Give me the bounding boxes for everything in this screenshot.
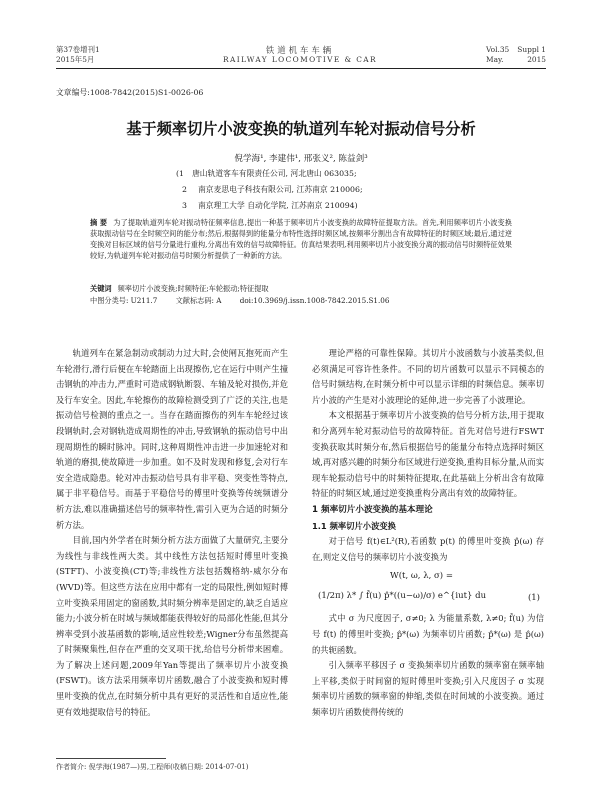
header-year-en: 2015 <box>527 55 546 64</box>
header-divider <box>56 68 546 69</box>
keywords-label: 关键词 <box>90 284 112 293</box>
article-number: 文章编号:1008-7842(2015)S1-0026-06 <box>56 88 204 97</box>
equation-1 <box>312 567 544 609</box>
abstract <box>90 217 512 261</box>
affiliation-item <box>182 182 363 198</box>
header-volume-info <box>56 45 100 65</box>
paper-title: 基于频率切片小波变换的轨道列车轮对振动信号分析 <box>126 120 476 138</box>
affiliation-text: 唐山轨道客车有限责任公司, 河北唐山 063035; <box>192 169 357 178</box>
equation-lhs: W(t, ω, λ, σ) = <box>390 571 453 582</box>
affiliation-item <box>176 166 357 182</box>
affiliation-item <box>182 198 358 214</box>
equation-number: (1) <box>527 593 540 604</box>
footnote: 作者简介: 倪学海(1987—)男,工程师(收稿日期: 2014-07-01) <box>56 763 249 771</box>
footnote-divider <box>56 758 166 759</box>
header-volume-en: Vol.35 <box>486 45 510 54</box>
body-column-left <box>56 346 288 720</box>
journal-name-cn: 铁道机车车辆 <box>265 45 335 55</box>
keywords-text: 频率切片小波变换;时频特征;车轮振动;特征提取 <box>117 284 269 293</box>
author-list: 倪学海¹, 李建伟¹, 邢张义², 陈益剑³ <box>234 154 368 164</box>
header-issue-info <box>486 45 546 65</box>
keywords <box>90 284 512 294</box>
subsection-heading: 1.1 频率切片小波变换 <box>312 520 396 531</box>
affiliation-text: 南京理工大学 自动化学院, 江苏南京 210094) <box>198 201 358 210</box>
body-paragraph: 本文根据基于频率切片小波变换的信号分析方法,用于提取和分离列车轮对振动信号的故障特征。首先对信号进行FSWT变换获取其时频分布,然后根据信号的能量分布特点选择时频区域,再对感兴趣的时频分布区域进行逆变换,重构目标分量,从而实现车轮振动信号中的时频特征提取,在此基础上分析出含有故障特征的时频区域,通过逆变换重构分离出有效的故障特征。 <box>312 410 544 499</box>
body-paragraph: 目前,国内外学者在时频分析方法方面做了大量研究,主要分为线性与非线性两大类。其中线性方法包括短时傅里叶变换(STFT)、小波变换(CT)等;非线性方法包括魏格纳-威尔分布(WVD)等。但这些方法在应用中都有一定的局限性,例如短时傅立叶变换采用固定的窗函数,其时频分辨率是固定的,缺乏自适应能力;小波分析在时域与频域都能获得较好的局部化性能,但其分辨率受到小波基函数的影响,适应性较差;Wigner分布虽然提高了时频聚集性,但存在严重的交叉项干扰,给信号分析带来困难。为了解决上述问题,2009年Yan等提出了频率切片小波变换(FSWT)。该方法采用频率切片函数,融合了小波变换和短时傅里叶变换的优点,在时频分析中具有更好的灵活性和自适应性,能更有效地提取信号的特征。 <box>56 535 288 717</box>
affiliation-number: (1 <box>176 169 185 178</box>
clc-number: 中图分类号: U211.7 <box>90 296 158 305</box>
journal-name-en: RAILWAY LOCOMOTIVE & CAR <box>223 55 377 64</box>
affiliation-text: 南京麦思电子科技有限公司, 江苏南京 210006; <box>198 185 363 194</box>
body-paragraph: 对于信号 f(t)∈L²(R),若函数 p(t) 的傅里叶变换 p̂(ω) 存在,则定义信号的频率切片小波变换为 <box>312 536 544 562</box>
section-heading: 1 频率切片小波变换的基本理论 <box>312 504 433 515</box>
header-volume-cn: 第37卷增刊1 <box>56 45 100 54</box>
classification-line <box>90 296 512 306</box>
document-code: 文献标志码: A <box>175 296 222 305</box>
doi: doi:10.3969/j.issn.1008-7842.2015.S1.06 <box>239 296 390 305</box>
body-column-right <box>312 346 544 720</box>
header-journal <box>200 45 400 65</box>
abstract-label: 摘 要 <box>90 218 108 227</box>
header-suppl-en: Suppl 1 <box>517 45 546 54</box>
header-date-cn: 2015年5月 <box>56 55 95 64</box>
affiliation-number: 2 <box>182 185 187 194</box>
body-paragraph: 理论严格的可靠性保障。其切片小波函数与小波基类似,但必须满足可容许性条件。不同的切片函数可以显示不同模态的信号时频结构,在时频分析中可以显示详细的时频信息。频率切片小波的产生是对小波理论的延伸,进一步完善了小波理论。 <box>312 348 544 405</box>
affiliation-number: 3 <box>182 201 187 210</box>
body-paragraph: 引入频率平移因子 σ 变换频率切片函数的频率窗在频率轴上平移,类似于时间窗的短时傅里叶变换;引入尺度因子 σ 实现频率切片函数的频率窗的伸缩,类似在时间域的小波变换。通过频率切片函数使得传统的 <box>312 660 544 717</box>
equation-rhs: (1/2π) λ* ∫ f̂(u) p̂*((u−ω)/σ) e^{iut} du <box>318 591 487 602</box>
abstract-text: 为了提取轨道列车轮对振动特征频率信息,提出一种基于频率切片小波变换的故障特征提取方法。首先,利用频率切片小波变换获取振动信号在全时频空间的能分布;然后,根据得到的能量分布特性选择时频区域,按频率分割出含有故障特征的时频区域;最后,通过逆变换对目标区域的信号分量进行重构,分离出有效的信号故障特征。仿真结果表明,利用频率切片小波变换分离的振动信号时频特征效果较好,为轨道列车轮对振动信号时频分析提供了一种新的方法。 <box>90 218 512 260</box>
header-month-en: May. <box>486 55 504 64</box>
body-paragraph: 轨道列车在紧急制动或制动力过大时,会使闸瓦抱死而产生车轮滑行,滑行后便在车轮踏面上出现擦伤,它在运行中则产生撞击钢轨的冲击力,严重时可造成钢轨断裂、车轴及轮对损伤,并危及行车安全。因此,车轮擦伤的故障检测受到了广泛的关注,也是振动信号检测的重点之一。当存在踏面擦伤的列车车轮经过该段钢轨时,会对钢轨造成周期性的冲击,导致钢轨的振动信号中出现周期性的瞬时脉冲。同时,这种周期性冲击进一步加速轮对和轨道的磨损,使故障进一步加重。如不及时发现和修复,会对行车安全造成隐患。轮对冲击振动信号具有非平稳、突变性等特点,属于非平稳信号。而基于平稳信号的傅里叶变换等传统频谱分析方法,难以准确描述信号的频率特性,需引入更为合适的时频分析方法。 <box>56 348 288 530</box>
body-paragraph: 式中 σ 为尺度因子, σ≠0; λ 为能量系数, λ≠0; f̂(u) 为信号 f(t) 的傅里叶变换; p̂*(ω) 为频率切片函数; p̂*(ω) 是 p̂(ω) 的共轭函数。 <box>312 613 544 655</box>
